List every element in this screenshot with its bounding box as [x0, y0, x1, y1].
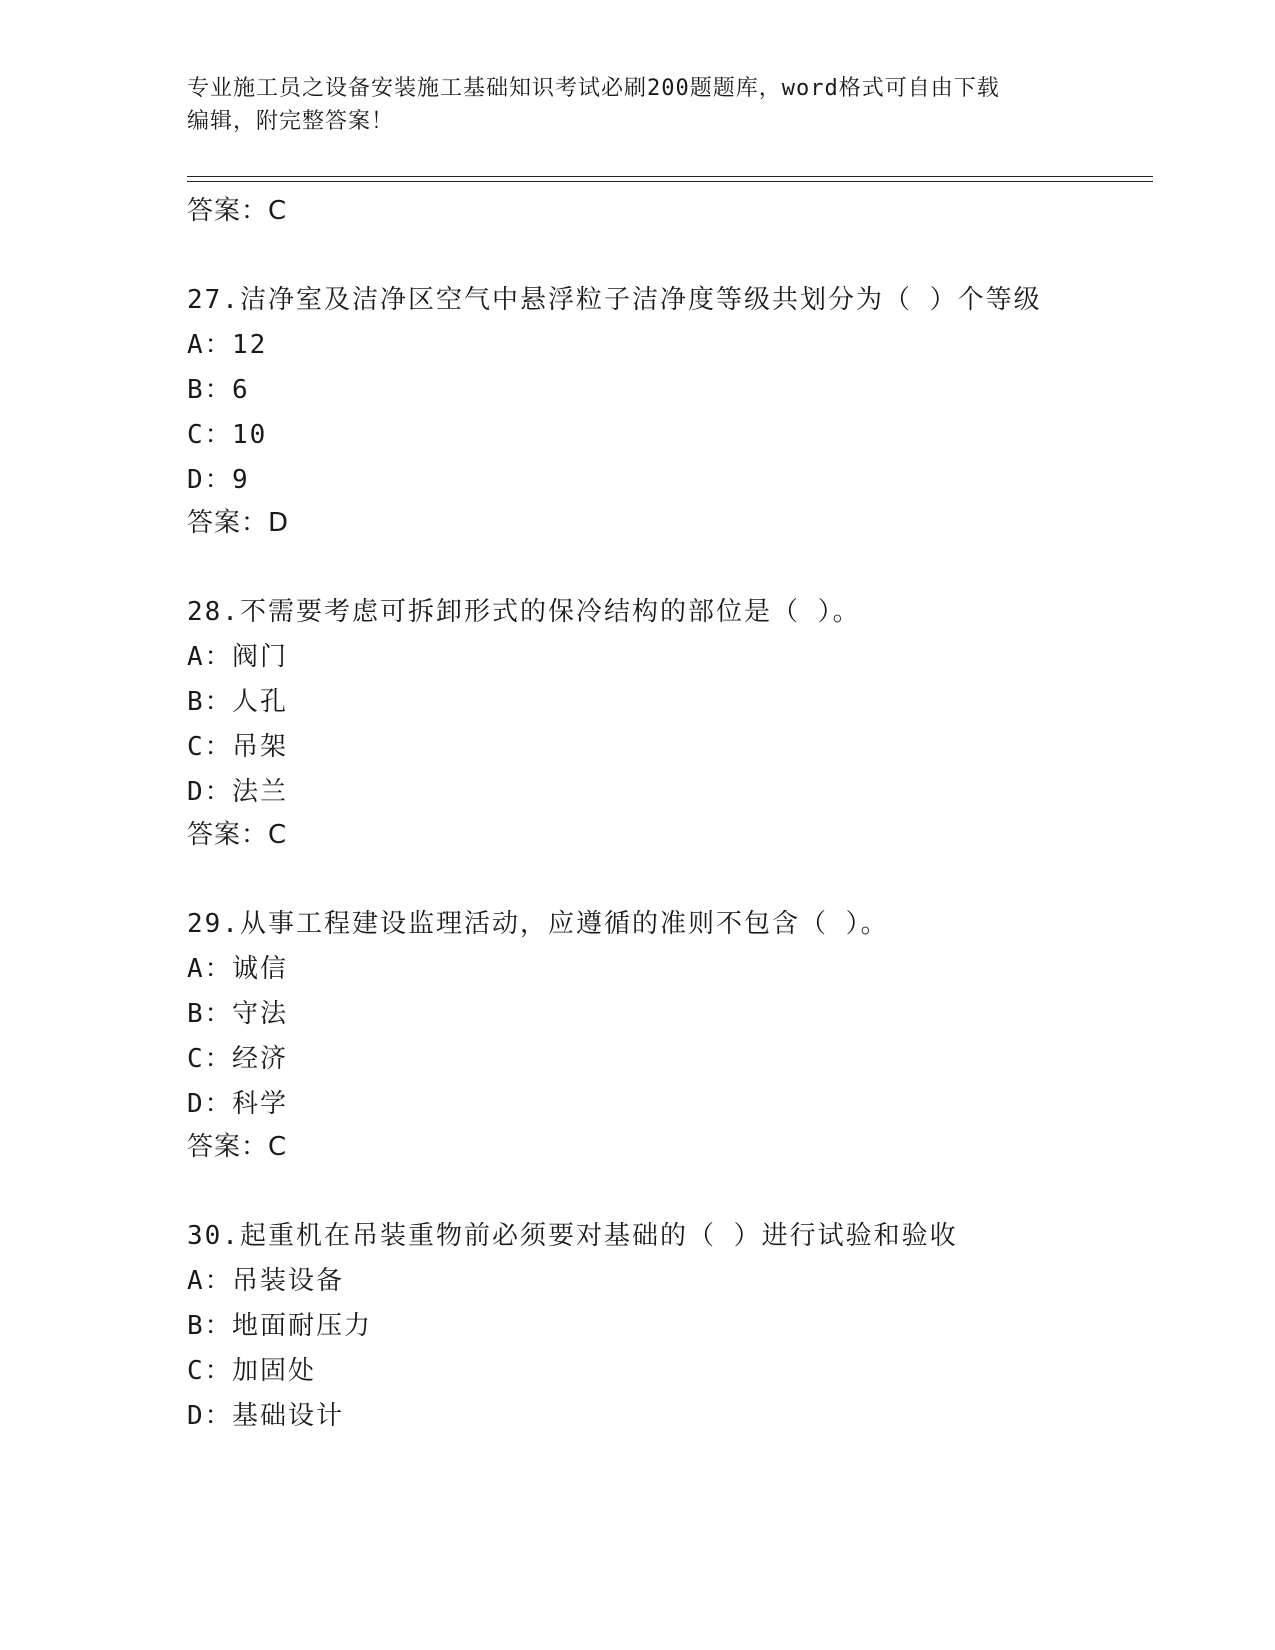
answer-line: 答案：C	[187, 196, 288, 226]
option-key: C：	[187, 1044, 233, 1074]
header-line-2: 编辑，附完整答案！	[187, 109, 395, 134]
option-c	[187, 725, 1153, 770]
option-d	[187, 1082, 1153, 1127]
question-block	[187, 901, 1153, 1167]
question-text: 28.不需要考虑可拆卸形式的保冷结构的部位是（ ）。	[187, 597, 861, 627]
header-rule-bottom	[187, 181, 1153, 182]
option-key: B：	[187, 999, 233, 1029]
option-key: A：	[187, 1266, 233, 1296]
option-value: 12	[232, 330, 268, 360]
option-key: B：	[187, 687, 233, 717]
option-b	[187, 992, 1153, 1037]
option-value: 加固处	[232, 1356, 317, 1386]
option-key: D：	[187, 1089, 233, 1119]
option-b	[187, 368, 1153, 413]
option-key: A：	[187, 330, 233, 360]
option-value: 9	[232, 465, 250, 495]
question-block	[187, 1213, 1153, 1439]
question-block	[187, 277, 1153, 543]
option-b	[187, 680, 1153, 725]
option-value: 法兰	[232, 777, 289, 807]
option-key: B：	[187, 1311, 233, 1341]
option-key: D：	[187, 777, 233, 807]
option-value: 守法	[232, 999, 289, 1029]
question-text: 30.起重机在吊装重物前必须要对基础的（ ）进行试验和验收	[187, 1221, 958, 1251]
option-value: 人孔	[232, 687, 289, 717]
option-key: A：	[187, 954, 233, 984]
option-key: C：	[187, 420, 233, 450]
option-value: 6	[232, 375, 250, 405]
option-key: C：	[187, 732, 233, 762]
option-a	[187, 323, 1153, 368]
header-line-1: 专业施工员之设备安装施工基础知识考试必刷200题题库，word格式可自由下载	[187, 76, 1000, 101]
question-text: 29.从事工程建设监理活动，应遵循的准则不包含（ ）。	[187, 909, 889, 939]
option-value: 吊装设备	[232, 1266, 345, 1296]
option-key: A：	[187, 642, 233, 672]
option-value: 阀门	[232, 642, 289, 672]
option-value: 吊架	[232, 732, 289, 762]
option-key: C：	[187, 1356, 233, 1386]
option-c	[187, 1037, 1153, 1082]
option-d	[187, 458, 1153, 503]
option-value: 经济	[232, 1044, 289, 1074]
question-text: 27.洁净室及洁净区空气中悬浮粒子洁净度等级共划分为（ ）个等级	[187, 285, 1042, 315]
document-header	[187, 72, 1067, 138]
option-key: B：	[187, 375, 233, 405]
option-c	[187, 413, 1153, 458]
header-rule-top	[187, 176, 1153, 177]
option-d	[187, 770, 1153, 815]
question-list	[187, 191, 1153, 1439]
option-b	[187, 1304, 1153, 1349]
question-block	[187, 589, 1153, 855]
answer-line: 答案：C	[187, 820, 288, 850]
answer-line: 答案：C	[187, 1132, 288, 1162]
option-d	[187, 1394, 1153, 1439]
option-c	[187, 1349, 1153, 1394]
option-value: 科学	[232, 1089, 289, 1119]
answer-line: 答案：D	[187, 508, 290, 538]
option-a	[187, 1259, 1153, 1304]
option-value: 10	[232, 420, 268, 450]
option-value: 基础设计	[232, 1401, 345, 1431]
option-a	[187, 635, 1153, 680]
option-key: D：	[187, 465, 233, 495]
option-key: D：	[187, 1401, 233, 1431]
option-value: 地面耐压力	[232, 1311, 373, 1341]
option-a	[187, 947, 1153, 992]
option-value: 诚信	[232, 954, 289, 984]
